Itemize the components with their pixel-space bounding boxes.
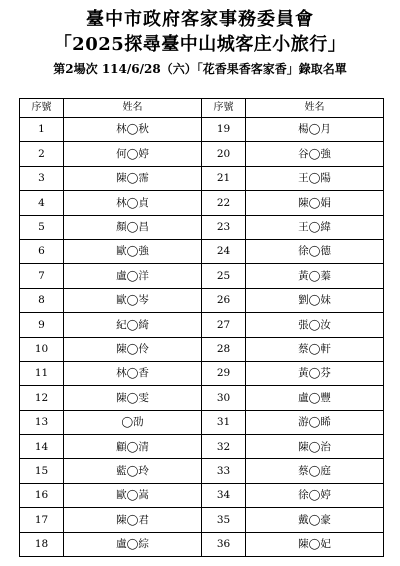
document-header [0,9,400,77]
participant-name-cell: 林◯香 [64,361,202,385]
column-header-name: 姓名 [64,99,202,118]
row-number-cell: 9 [20,313,64,337]
participant-name-cell: 黃◯蓁 [246,264,384,288]
participant-name-cell: 陳◯霈 [64,166,202,190]
participant-name-cell: 歐◯岑 [64,288,202,312]
participant-name-cell: 紀◯綺 [64,313,202,337]
row-number-cell: 2 [20,142,64,166]
row-number-cell: 18 [20,532,64,556]
participant-name-cell: 顧◯清 [64,435,202,459]
row-number-cell: 33 [202,459,246,483]
session-subtitle: 第2場次 114/6/28（六）「花香果香客家香」錄取名單 [53,62,347,76]
participant-name-cell: 盧◯洋 [64,264,202,288]
row-number-cell: 32 [202,435,246,459]
row-number-cell: 4 [20,191,64,215]
participant-name-cell: 蔡◯庭 [246,459,384,483]
row-number-cell: 7 [20,264,64,288]
table-row [20,435,384,459]
participant-name-cell: 楊◯月 [246,118,384,142]
row-number-cell: 16 [20,483,64,507]
row-number-cell: 14 [20,435,64,459]
table-row [20,410,384,434]
row-number-cell: 13 [20,410,64,434]
participant-name-cell: 盧◯豐 [246,386,384,410]
table-row [20,386,384,410]
row-number-cell: 5 [20,215,64,239]
row-number-cell: 34 [202,483,246,507]
row-number-cell: 22 [202,191,246,215]
event-title: 「2025探尋臺中山城客庄小旅行」 [53,34,347,55]
participant-name-cell: 林◯貞 [64,191,202,215]
participant-name-cell: 藍◯玲 [64,459,202,483]
table-row [20,337,384,361]
participant-name-cell: 陳◯娟 [246,191,384,215]
row-number-cell: 20 [202,142,246,166]
admission-list-table [19,98,384,557]
participant-name-cell: 盧◯綜 [64,532,202,556]
organization-title: 臺中市政府客家事務委員會 [86,9,314,30]
table-row [20,142,384,166]
row-number-cell: 29 [202,361,246,385]
column-header-number: 序號 [202,99,246,118]
row-number-cell: 17 [20,508,64,532]
table-row [20,508,384,532]
table-row [20,361,384,385]
table-row [20,459,384,483]
participant-name-cell: 歐◯嵩 [64,483,202,507]
participant-name-cell: 張◯汝 [246,313,384,337]
participant-name-cell: 陳◯君 [64,508,202,532]
row-number-cell: 26 [202,288,246,312]
row-number-cell: 31 [202,410,246,434]
row-number-cell: 35 [202,508,246,532]
row-number-cell: 27 [202,313,246,337]
participant-name-cell: 陳◯雯 [64,386,202,410]
participant-name-cell: 歐◯強 [64,239,202,263]
participant-name-cell: 陳◯伶 [64,337,202,361]
participant-name-cell: 顏◯昌 [64,215,202,239]
table-row [20,239,384,263]
participant-name-cell: 谷◯強 [246,142,384,166]
table-row [20,288,384,312]
participant-name-cell: 徐◯婷 [246,483,384,507]
row-number-cell: 6 [20,239,64,263]
row-number-cell: 15 [20,459,64,483]
row-number-cell: 21 [202,166,246,190]
participant-name-cell: 陳◯妃 [246,532,384,556]
row-number-cell: 10 [20,337,64,361]
participant-name-cell: 戴◯豪 [246,508,384,532]
row-number-cell: 25 [202,264,246,288]
row-number-cell: 28 [202,337,246,361]
row-number-cell: 8 [20,288,64,312]
row-number-cell: 1 [20,118,64,142]
participant-name-cell: 王◯陽 [246,166,384,190]
participant-name-cell: 陳◯治 [246,435,384,459]
participant-name-cell: 林◯秋 [64,118,202,142]
table-row [20,166,384,190]
row-number-cell: 12 [20,386,64,410]
row-number-cell: 24 [202,239,246,263]
table-row [20,264,384,288]
table-row [20,483,384,507]
participant-name-cell: 游◯睎 [246,410,384,434]
column-header-name: 姓名 [246,99,384,118]
participant-name-cell: 何◯婷 [64,142,202,166]
row-number-cell: 19 [202,118,246,142]
row-number-cell: 23 [202,215,246,239]
table-header-row [20,99,384,118]
table-row [20,313,384,337]
participant-name-cell: 蔡◯軒 [246,337,384,361]
row-number-cell: 30 [202,386,246,410]
table-row [20,215,384,239]
participant-name-cell: 黃◯芬 [246,361,384,385]
participant-name-cell: 徐◯德 [246,239,384,263]
column-header-number: 序號 [20,99,64,118]
participant-name-cell: ◯劭 [64,410,202,434]
row-number-cell: 3 [20,166,64,190]
participant-name-cell: 劉◯妹 [246,288,384,312]
table-row [20,191,384,215]
row-number-cell: 11 [20,361,64,385]
table-row [20,118,384,142]
table-row [20,532,384,556]
row-number-cell: 36 [202,532,246,556]
participant-name-cell: 王◯緯 [246,215,384,239]
